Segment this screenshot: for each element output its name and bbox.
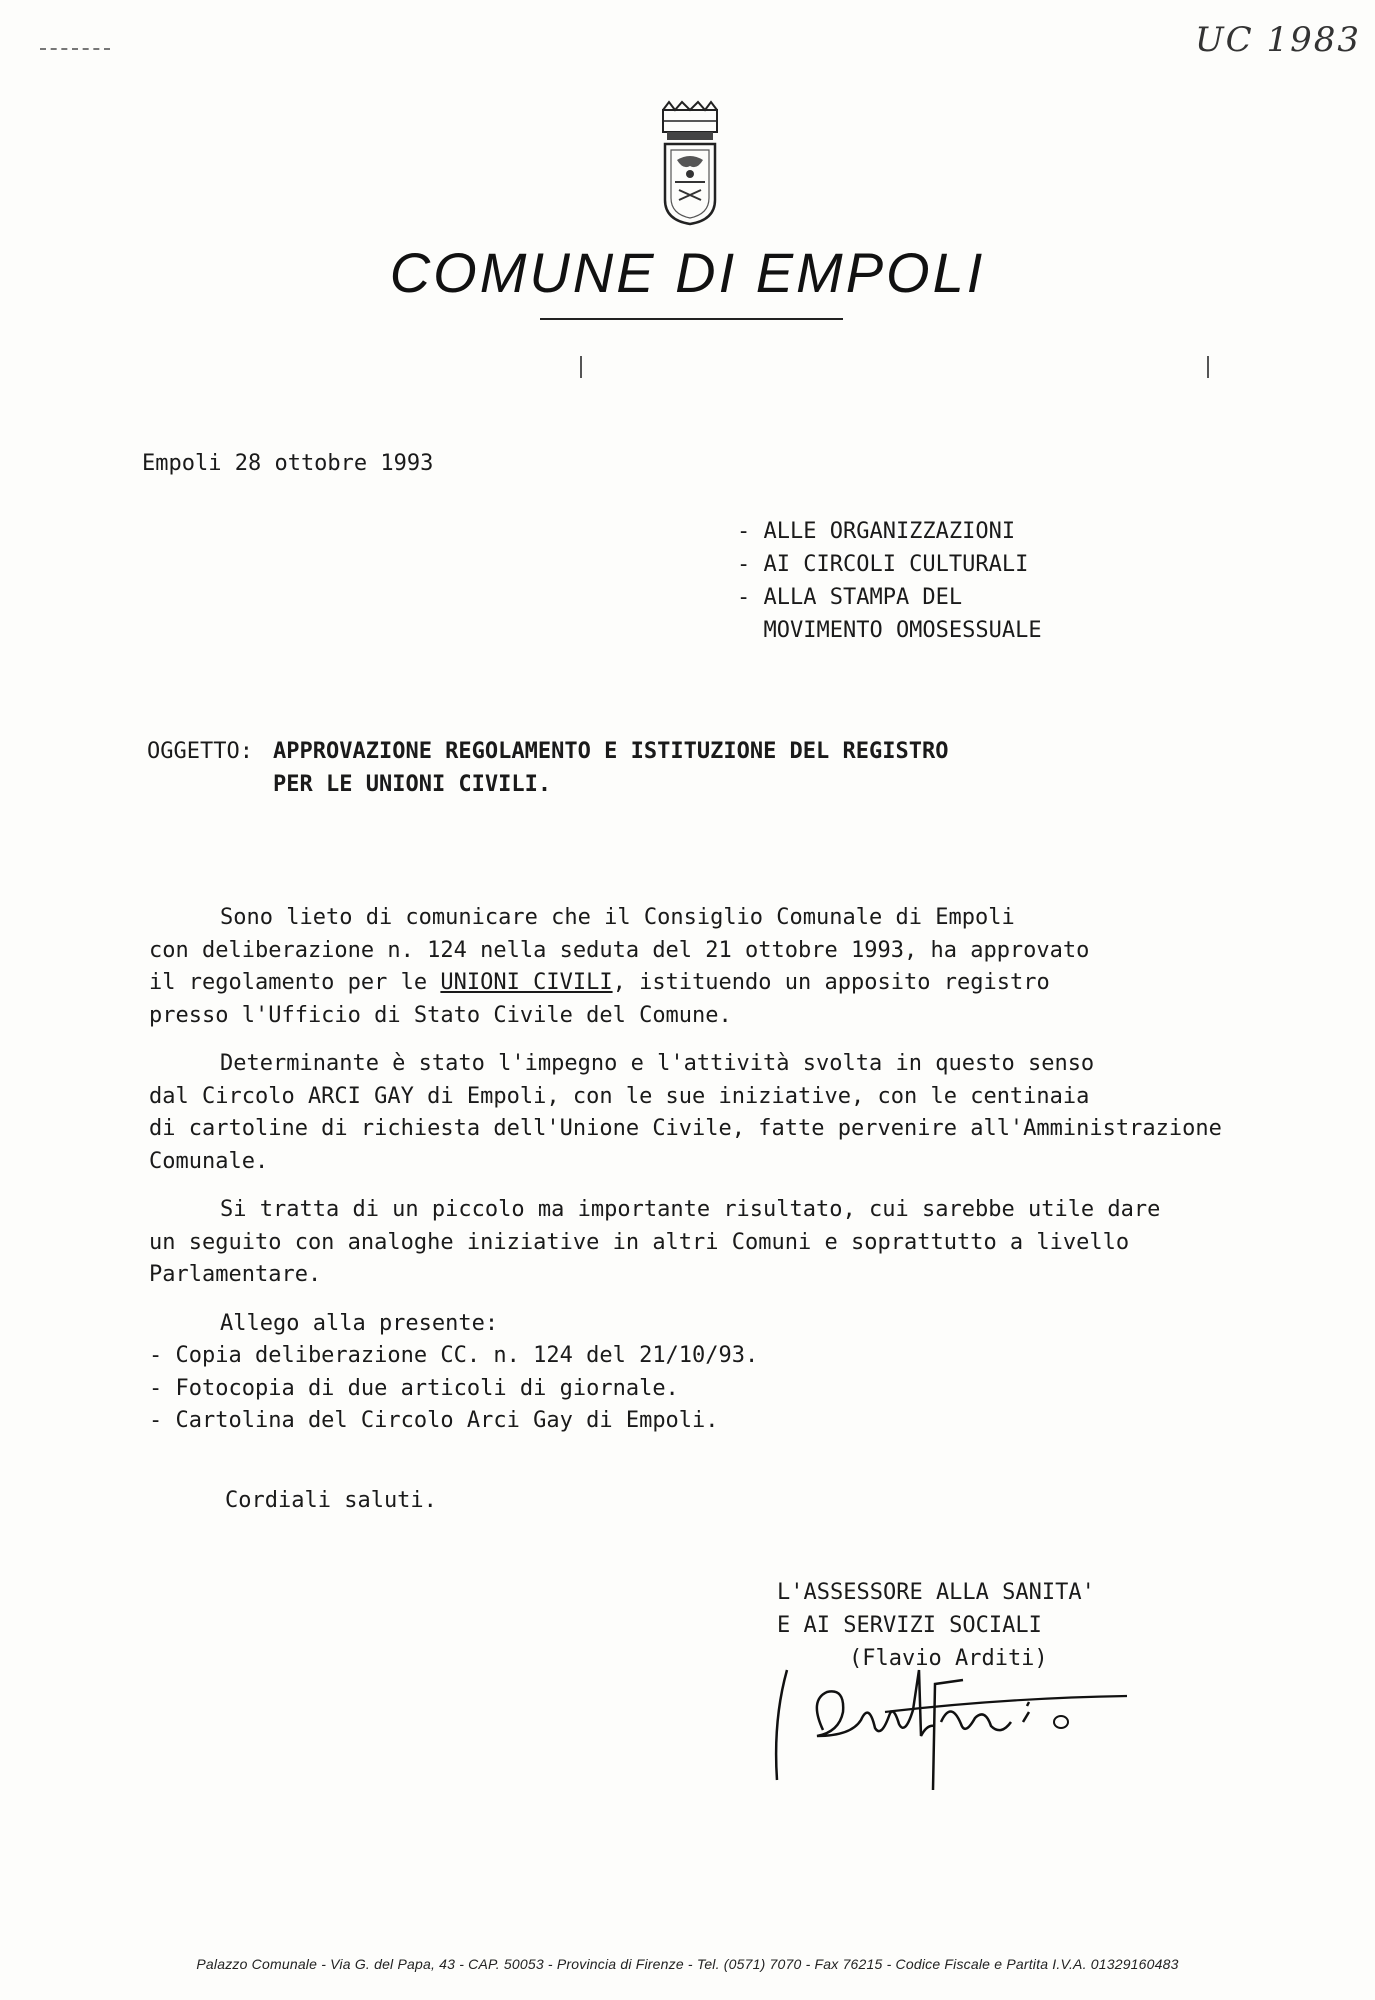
attachment-item: - Cartolina del Circolo Arci Gay di Empoli. bbox=[149, 1408, 719, 1433]
body-paragraph bbox=[149, 1048, 1309, 1178]
body-line: di cartoline di richiesta dell'Unione Civile, fatte pervenire all'Amministrazione bbox=[149, 1116, 1222, 1141]
scan-mark bbox=[40, 48, 110, 52]
empoli-coat-of-arms-icon bbox=[655, 100, 725, 228]
fold-mark bbox=[580, 356, 582, 378]
recipient-line: MOVIMENTO OMOSESSUALE bbox=[737, 618, 1042, 643]
recipient-line: - ALLA STAMPA DEL bbox=[737, 585, 963, 610]
fold-mark bbox=[1207, 356, 1209, 378]
letterhead-rule bbox=[540, 318, 843, 320]
subject-block bbox=[147, 735, 949, 801]
body-line: Sono lieto di comunicare che il Consiglio Comunale di Empoli bbox=[220, 905, 1015, 930]
body-paragraph bbox=[149, 1194, 1309, 1292]
body-line: Parlamentare. bbox=[149, 1262, 322, 1287]
letter-body bbox=[149, 902, 1309, 1438]
body-line: presso l'Ufficio di Stato Civile del Comune. bbox=[149, 1002, 732, 1028]
attachment-item: - Fotocopia di due articoli di giornale. bbox=[149, 1375, 679, 1401]
body-line: Si tratta di un piccolo ma importante risultato, cui sarebbe utile dare bbox=[220, 1197, 1161, 1222]
attachments-intro: Allego alla presente: bbox=[220, 1310, 499, 1336]
signatory-title: L'ASSESSORE ALLA SANITA' bbox=[777, 1580, 1095, 1605]
subject-label: OGGETTO: bbox=[147, 739, 253, 764]
recipient-line: - ALLE ORGANIZZAZIONI bbox=[737, 519, 1016, 544]
signatory-title: E AI SERVIZI SOCIALI bbox=[777, 1613, 1042, 1638]
body-line: con deliberazione n. 124 nella seduta del 21 ottobre 1993, ha approvato bbox=[149, 937, 1090, 963]
body-line: Determinante è stato l'impegno e l'attività svolta in questo senso bbox=[220, 1051, 1095, 1076]
recipients-block bbox=[737, 515, 1042, 647]
attachments-block bbox=[149, 1308, 1309, 1438]
subject-line: APPROVAZIONE REGOLAMENTO E ISTITUZIONE DEL REGISTRO bbox=[273, 739, 949, 764]
municipality-name: COMUNE DI EMPOLI bbox=[389, 241, 986, 304]
attachment-item: - Copia deliberazione CC. n. 124 del 21/10/93. bbox=[149, 1343, 759, 1368]
closing-greeting: Cordiali saluti. bbox=[225, 1488, 437, 1513]
body-line: dal Circolo ARCI GAY di Empoli, con le sue iniziative, con le centinaia bbox=[149, 1083, 1090, 1109]
subject-line: PER LE UNIONI CIVILI. bbox=[273, 772, 552, 797]
archive-handwritten-note: UC 1983 bbox=[1194, 20, 1361, 60]
recipient-line: - AI CIRCOLI CULTURALI bbox=[737, 552, 1029, 577]
letter-date: Empoli 28 ottobre 1993 bbox=[142, 451, 434, 476]
body-line: un seguito con analoghe iniziative in altri Comuni e soprattutto a livello bbox=[149, 1229, 1130, 1255]
body-line: Comunale. bbox=[149, 1148, 269, 1174]
handwritten-signature bbox=[765, 1640, 1145, 1800]
letterhead-footer: Palazzo Comunale - Via G. del Papa, 43 - CAP. 50053 - Provincia di Firenze - Tel. (0571) 7070 - Fax 76215 - Codice Fiscale e Partita I.V.A. 01329160483 bbox=[196, 1956, 1179, 1972]
unioni-civili-underlined: UNIONI CIVILI bbox=[440, 970, 613, 995]
body-paragraph bbox=[149, 902, 1309, 1032]
body-line-part: il regolamento per le bbox=[149, 970, 441, 995]
signatory-name: (Flavio Arditi) bbox=[849, 1646, 1048, 1671]
body-line-part: , istituendo un apposito registro bbox=[612, 970, 1050, 995]
